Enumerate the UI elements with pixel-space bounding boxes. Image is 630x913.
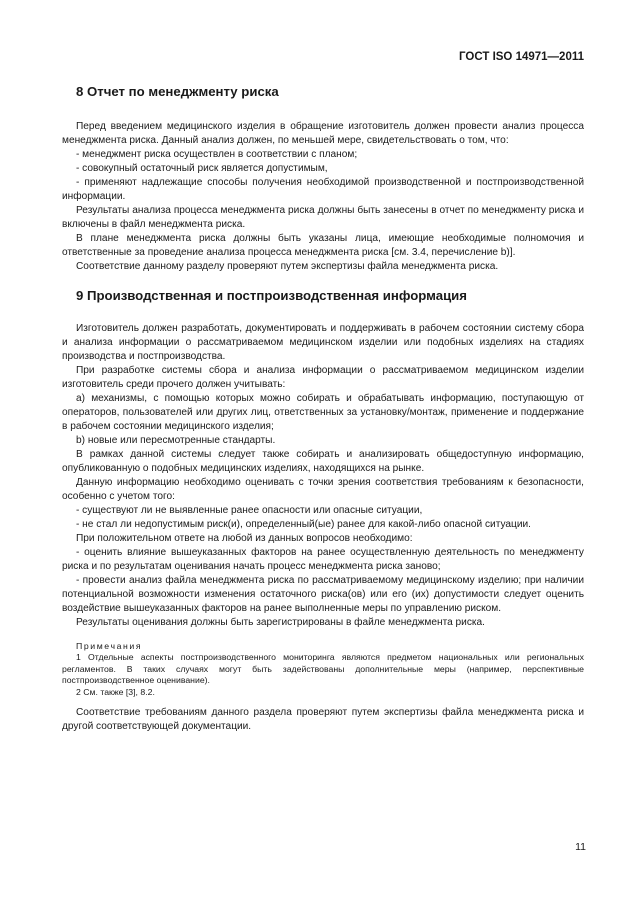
- s9-paragraph-3: В рамках данной системы следует также собирать и анализировать общедоступную информацию, опубликованную о подобных медицинских изделиях, находящихся на рынке.: [62, 449, 584, 474]
- s9-dash-item-4: - провести анализ файла менеджмента риска по рассматриваемому медицинскому изделию; при наличии потенциальной возможности изменения остаточного риска(ов) или его (их) допустимости следует оценить воздействие вышеуказанных факторов на ранее выполненные меры по управлению риском.: [62, 575, 584, 614]
- page-content: [62, 84, 584, 734]
- s8-paragraph-4: Соответствие данному разделу проверяют путем экспертизы файла менеджмента риска.: [76, 261, 499, 272]
- s9-final-paragraph: Соответствие требованиям данного раздела проверяют путем экспертизы файла менеджмента риска и другой соответствующей документации.: [62, 707, 584, 732]
- s8-paragraph-3: В плане менеджмента риска должны быть указаны лица, имеющие необходимые полномочия и ответственные за проведение анализа процесса менеджмента риска [см. 3.4, перечисление b)].: [62, 233, 584, 258]
- s8-list-item-1: - менеджмент риска осуществлен в соответствии с планом;: [76, 149, 358, 160]
- s8-list-item-3: - применяют надлежащие способы получения необходимой производственной и постпроизводственной информации.: [62, 177, 584, 202]
- note-2: 2 См. также [3], 8.2.: [76, 686, 155, 697]
- s9-paragraph-2: При разработке системы сбора и анализа информации о рассматриваемом медицинском изделии изготовитель среди прочего должен учитывать:: [62, 365, 584, 390]
- s9-dash-item-3: - оценить влияние вышеуказанных факторов на ранее осуществленную деятельность по менеджменту риска и по результатам оценивания начать процесс менеджмента риска заново;: [62, 547, 584, 572]
- s9-dash-item-2: - не стал ли недопустимым риск(и), определенный(ые) ранее для какой-либо опасной ситуации.: [76, 519, 531, 530]
- note-1: 1 Отдельные аспекты постпроизводственного мониторинга являются предметом национальных или региональных регламентов. В таких случаях могут быть задействованы дополнительные меры (например, перспективные постпроизводственное оценивание).: [62, 652, 584, 685]
- s9-paragraph-6: Результаты оценивания должны быть зарегистрированы в файле менеджмента риска.: [76, 617, 485, 628]
- s9-list-item-b: b) новые или пересмотренные стандарты.: [76, 435, 276, 446]
- s8-paragraph-1: Перед введением медицинского изделия в обращение изготовитель должен провести анализ процесса менеджмента риска. Данный анализ должен, по меньшей мере, свидетельствовать о том, что:: [62, 121, 584, 146]
- document-id-header: ГОСТ ISO 14971—2011: [459, 51, 584, 63]
- s9-paragraph-5: При положительном ответе на любой из данных вопросов необходимо:: [76, 533, 413, 544]
- section-9-heading: 9 Производственная и постпроизводственная информация: [76, 288, 467, 303]
- s9-paragraph-4: Данную информацию необходимо оценивать с точки зрения соответствия требованиям к безопасности, особенно с учетом того:: [62, 477, 584, 502]
- notes-title: Примечания: [76, 641, 143, 651]
- s9-list-item-a: а) механизмы, с помощью которых можно собирать и обрабатывать информацию, поступающую от операторов, пользователей или других лиц, ответственных за установку/монтаж, применение и поддержание в рабочем состоянии медицинского изделия;: [62, 393, 584, 432]
- section-8-heading: 8 Отчет по менеджменту риска: [76, 84, 279, 99]
- s9-paragraph-1: Изготовитель должен разработать, документировать и поддерживать в рабочем состоянии систему сбора и анализа информации о рассматриваемом медицинском изделии или подобных изделиях на стадиях производства и постпроизводства.: [62, 323, 584, 362]
- s8-paragraph-2: Результаты анализа процесса менеджмента риска должны быть занесены в отчет по менеджменту риска и включены в файл менеджмента риска.: [62, 205, 584, 230]
- s9-dash-item-1: - существуют ли не выявленные ранее опасности или опасные ситуации,: [76, 505, 423, 516]
- page-number: 11: [575, 841, 586, 853]
- s8-list-item-2: - совокупный остаточный риск является допустимым,: [76, 163, 328, 174]
